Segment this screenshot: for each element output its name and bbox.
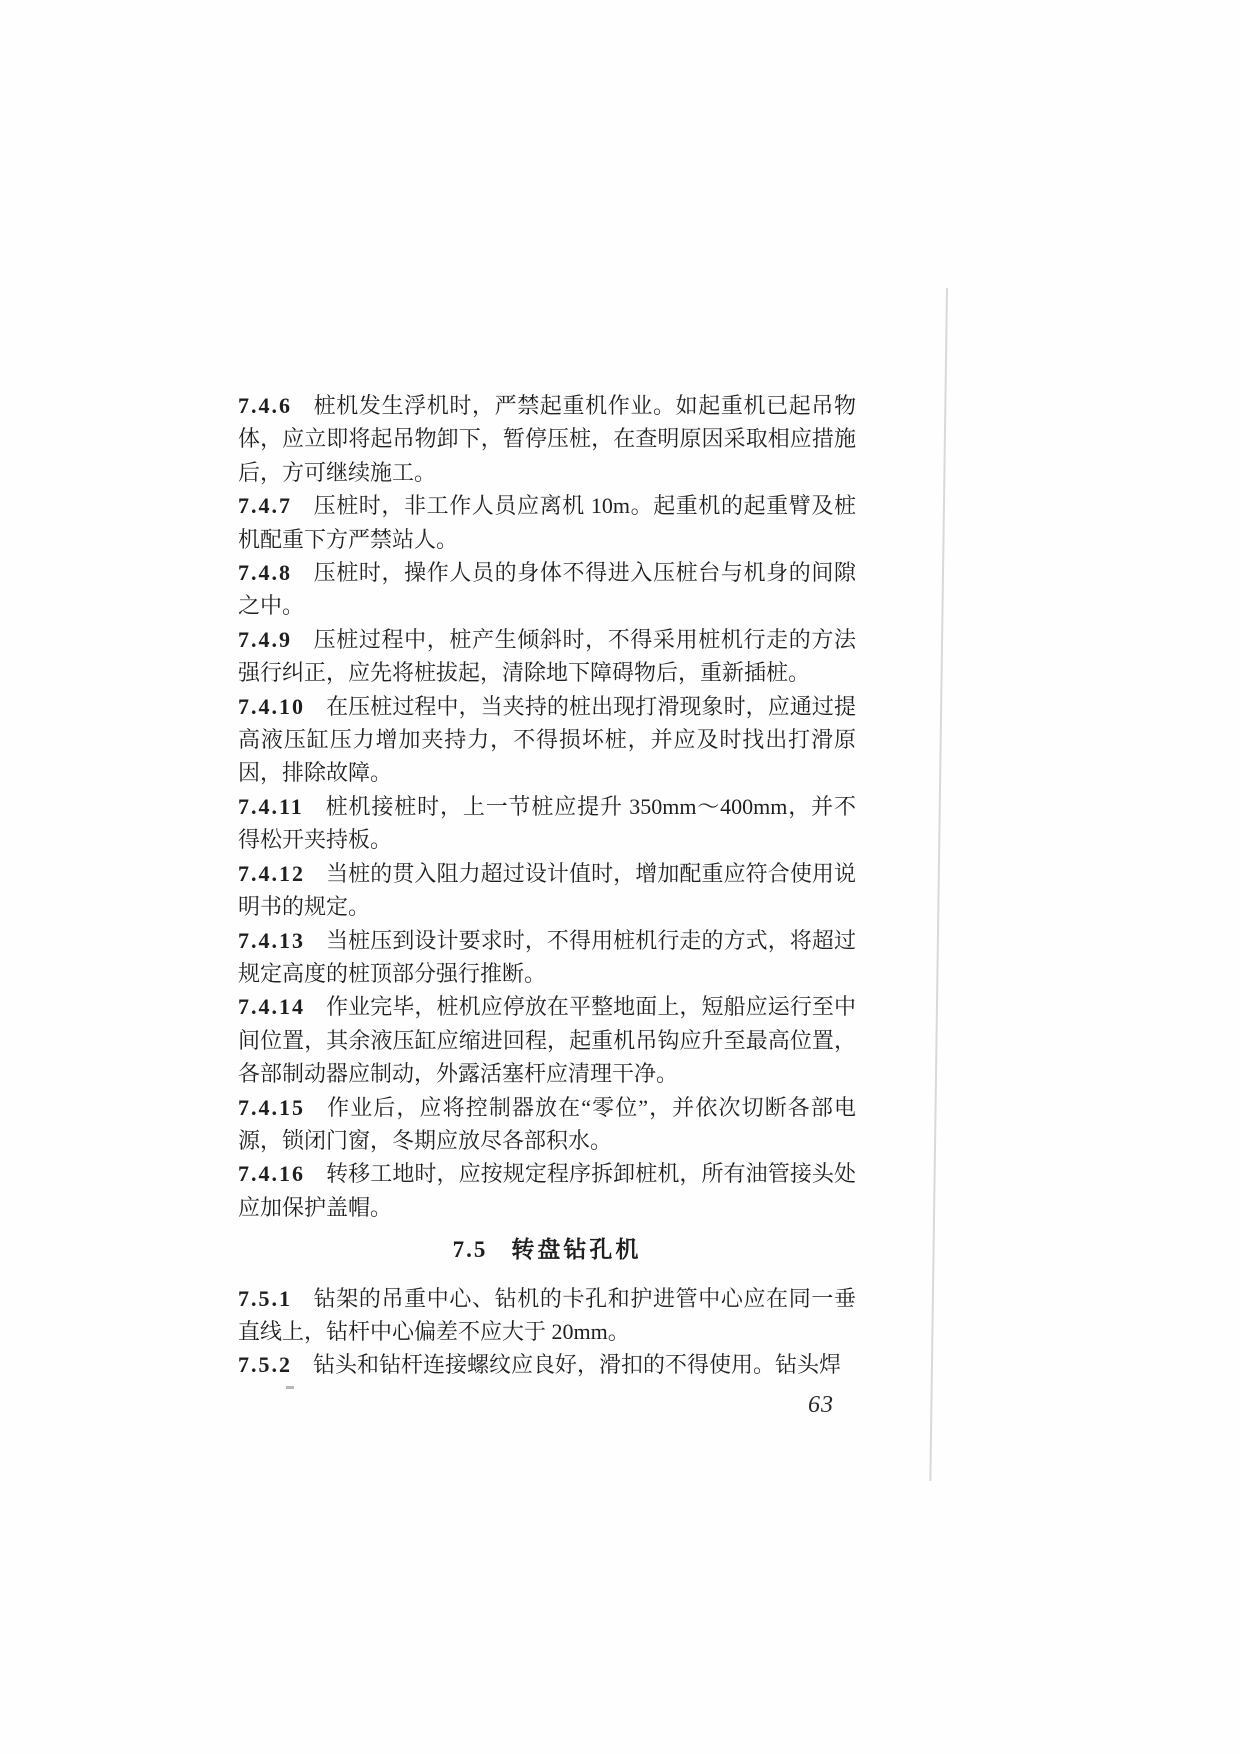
section-text: 在压桩过程中，当夹持的桩出现打滑现象时，应通过提高液压缸压力增加夹持力，不得损坏桩，并应及时找出打滑原因，排除故障。 (238, 693, 856, 786)
section-heading-title: 转盘钻孔机 (511, 1237, 642, 1263)
section-text: 压桩时，非工作人员应离机 10m。起重机的起重臂及桩机配重下方严禁站人。 (238, 493, 856, 552)
section-text: 钻头和钻杆连接螺纹应良好，滑扣的不得使用。钻头焊 (313, 1352, 842, 1378)
section-number: 7.4.8 (238, 560, 292, 586)
section-number: 7.4.12 (238, 860, 305, 886)
section-text: 钻架的吊重中心、钻机的卡孔和护进管中心应在同一垂直线上，钻杆中心偏差不应大于 20mm。 (238, 1285, 856, 1344)
section-number: 7.4.14 (238, 994, 305, 1020)
section-paragraph (238, 556, 856, 623)
section-text: 作业后，应将控制器放在“零位”，并依次切断各部电源，锁闭门窗，冬期应放尽各部积水。 (238, 1094, 856, 1153)
section-text: 转移工地时，应按规定程序拆卸桩机，所有油管接头处应加保护盖帽。 (238, 1161, 856, 1220)
section-text: 压桩时，操作人员的身体不得进入压桩台与机身的间隙之中。 (238, 560, 856, 619)
section-number: 7.4.7 (238, 493, 292, 519)
section-paragraph (238, 489, 856, 556)
text-column (238, 389, 856, 1382)
section-number: 7.5.1 (238, 1285, 292, 1311)
section-text: 桩机接桩时，上一节桩应提升 350mm～400mm，并不得松开夹持板。 (238, 793, 856, 853)
section-number: 7.4.16 (238, 1161, 305, 1187)
section-text: 压桩过程中，桩产生倾斜时，不得采用桩机行走的方法强行纠正，应先将桩拔起，清除地下障碍物后，重新插桩。 (238, 626, 856, 686)
section-list-7-4 (238, 389, 856, 1224)
section-number: 7.4.6 (238, 393, 292, 418)
section-number: 7.5.2 (238, 1352, 292, 1378)
section-paragraph (238, 1157, 856, 1224)
section-heading-number: 7.5 (452, 1237, 488, 1263)
section-paragraph (238, 1282, 856, 1349)
section-number: 7.4.10 (238, 693, 305, 719)
section-paragraph (238, 924, 856, 991)
section-number: 7.4.15 (238, 1094, 305, 1120)
section-paragraph (238, 690, 856, 790)
section-text: 桩机发生浮机时，严禁起重机作业。如起重机已起吊物体，应立即将起吊物卸下，暂停压桩，在查明原因采取相应措施后，方可继续施工。 (238, 393, 856, 485)
section-list-7-5 (238, 1282, 856, 1382)
scan-artifact-mark (286, 1386, 294, 1389)
section-number: 7.4.9 (238, 626, 292, 652)
section-text: 当桩的贯入阻力超过设计值时，增加配重应符合使用说明书的规定。 (238, 860, 856, 920)
page-number: 63 (808, 1392, 834, 1418)
section-paragraph (238, 990, 856, 1090)
section-paragraph (238, 623, 856, 690)
section-number: 7.4.13 (238, 927, 305, 953)
section-paragraph (238, 857, 856, 924)
section-number: 7.4.11 (238, 793, 304, 819)
section-text: 作业完毕，桩机应停放在平整地面上，短船应运行至中间位置，其余液压缸应缩进回程，起重机吊钩应升至最高位置，各部制动器应制动，外露活塞杆应清理干净。 (238, 994, 856, 1087)
scan-artifact-line (929, 288, 947, 1481)
section-text: 当桩压到设计要求时，不得用桩机行走的方式，将超过规定高度的桩顶部分强行推断。 (238, 927, 856, 986)
section-paragraph (238, 1091, 856, 1158)
section-heading (238, 1233, 856, 1266)
section-paragraph (238, 1348, 856, 1381)
section-paragraph (238, 790, 856, 857)
section-paragraph (238, 389, 856, 489)
